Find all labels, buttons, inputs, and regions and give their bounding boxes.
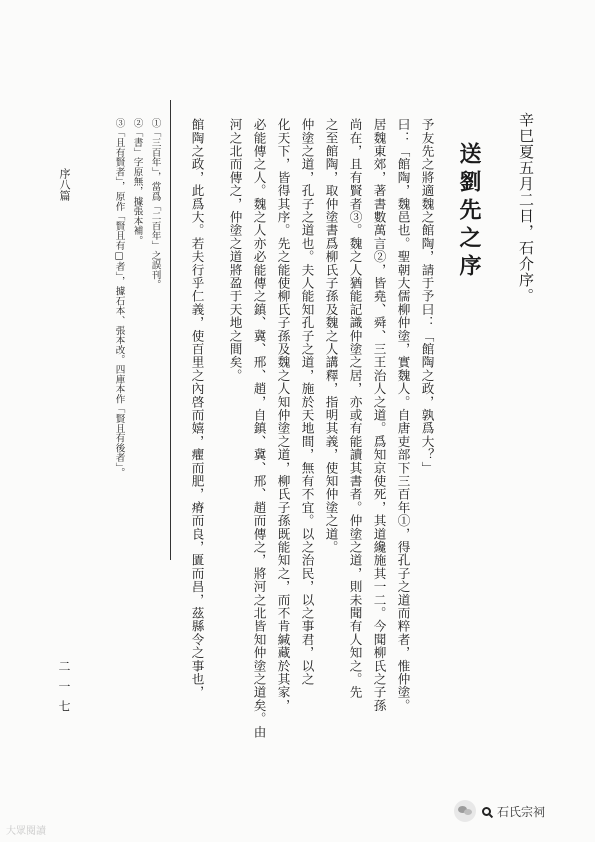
wechat-icon bbox=[454, 800, 476, 822]
body-column: 曰：「館陶，魏邑也。聖朝大儒柳仲塗，實魏人。自唐吏部下三百年①，得孔子之道而粹者，惟仲塗。 bbox=[395, 118, 411, 712]
footnote: ②「書」字原無，據張本補。 bbox=[131, 118, 143, 246]
body-column: 予友先之將適魏之館陶，請于予曰：「館陶之政，孰爲大？」 bbox=[419, 118, 435, 475]
watermark-left-text: 大眾閱讀 bbox=[6, 826, 46, 837]
watermark-right bbox=[454, 800, 545, 822]
body-column: 尚在，且有賢者③。魏之人猶能記識仲塗之居，亦或有能讀其書者。仲塗之道，則未聞有人知之。先 bbox=[347, 118, 363, 699]
running-header: 序八篇 bbox=[58, 168, 71, 201]
body-column: 館陶之政，此爲大。若夫行乎仁義，使百里之內啓而嬉，癯而肥，瘠而良，匱而昌，茲縣令之事也， bbox=[189, 118, 205, 699]
body-column: 仲塗之道，孔子之道也。夫人能知孔子之道，施於天地間，無有不宜。以之治民，以之事君，以之 bbox=[299, 118, 315, 686]
watermark-left bbox=[6, 822, 46, 837]
date-line: 辛巳夏五月二日，石介序。 bbox=[517, 112, 535, 304]
body-column: 化天下，皆得其序。先之能使柳氏子孫及魏之人知仲塗之道，柳氏子孫既能知之，而不肯緘藏於其家， bbox=[275, 118, 291, 712]
body-column: 必能傳之人。魏之人亦必能傳之鎮、冀、邢、趙，自鎮、冀、邢、趙而傳之，將河之北皆知仲塗之道矣。由 bbox=[251, 118, 267, 739]
essay-title: 送劉先之序 bbox=[456, 142, 482, 282]
footnote-divider bbox=[170, 100, 171, 560]
body-column: 居魏東郊，著書數萬言②，皆堯、舜、三王治人之道。爲知京使死，其道纔施其一二。今聞柳氏之子孫 bbox=[371, 118, 387, 712]
page-number: 二一七 bbox=[57, 660, 71, 720]
watermark-right-text: 石氏宗祠 bbox=[497, 804, 546, 819]
body-column: 之至館陶，取仲塗書爲柳氏子孫及魏之人講釋，指明其義，使知仲塗之道。 bbox=[323, 118, 339, 554]
footnote: ①「三百年」，當爲「二百年」之誤刊。 bbox=[149, 118, 161, 290]
body-column: 河之北而傳之，仲塗之道將盈于天地之間矣。 bbox=[227, 118, 243, 382]
footnote: ③「且有賢者」，原作「賢且有□者」，據石本、張本改。四庫本作「賢且有後者」。 bbox=[113, 118, 125, 478]
search-icon bbox=[482, 807, 491, 816]
